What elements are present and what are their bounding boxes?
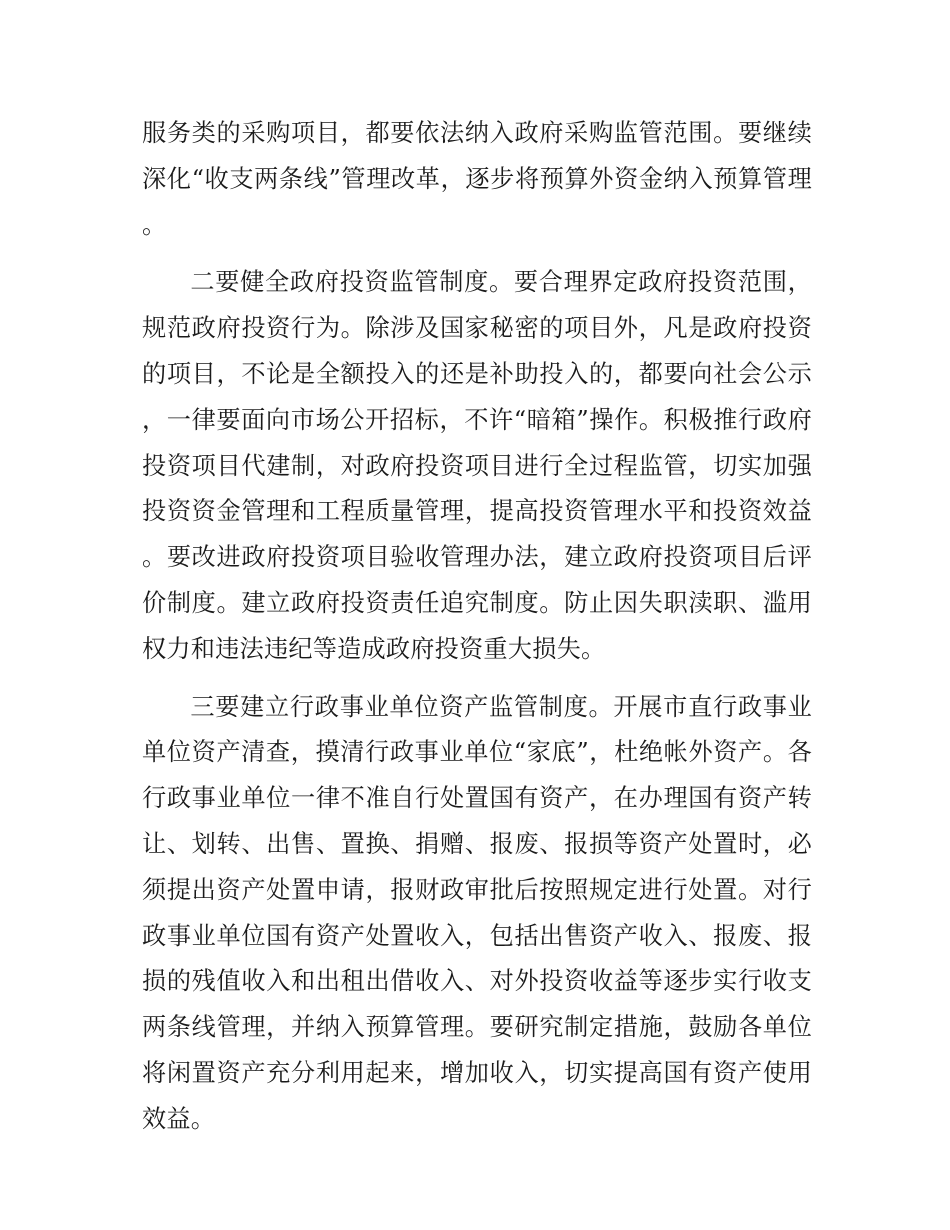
paragraph-state-assets: 三要建立行政事业单位资产监管制度。开展市直行政事业单位资产清查，摸清行政事业单位“家底”，杜绝帐外资产。各行政事业单位一律不准自行处置国有资产，在办理国有资产转让、划转、出售、置换、捐赠、报废、报损等资产处置时，必须提出资产处置申请，报财政审批后按照规定进行处置。对行政事业单位国有资产处置收入，包括出售资产收入、报废、报损的残值收入和出租出借收入、对外投资收益等逐步实行收支两条线管理，并纳入预算管理。要研究制定措施，鼓励各单位将闲置资产充分利用起来，增加收入，切实提高国有资产使用效益。	[142, 692, 812, 1133]
paragraph-procurement-continuation: 服务类的采购项目，都要依法纳入政府采购监管范围。要继续深化“收支两条线”管理改革，逐步将预算外资金纳入预算管理。	[142, 119, 812, 239]
document-body	[142, 111, 812, 1155]
paragraph-government-investment: 二要健全政府投资监管制度。要合理界定政府投资范围，规范政府投资行为。除涉及国家秘密的项目外，凡是政府投资的项目，不论是全额投入的还是补助投入的，都要向社会公示，一律要面向市场公开招标，不许“暗箱”操作。积极推行政府投资项目代建制，对政府投资项目进行全过程监管，切实加强投资资金管理和工程质量管理，提高投资管理水平和投资效益。要改进政府投资项目验收管理办法，建立政府投资项目后评价制度。建立政府投资责任追究制度。防止因失职渎职、滥用权力和违法违纪等造成政府投资重大损失。	[142, 268, 812, 663]
